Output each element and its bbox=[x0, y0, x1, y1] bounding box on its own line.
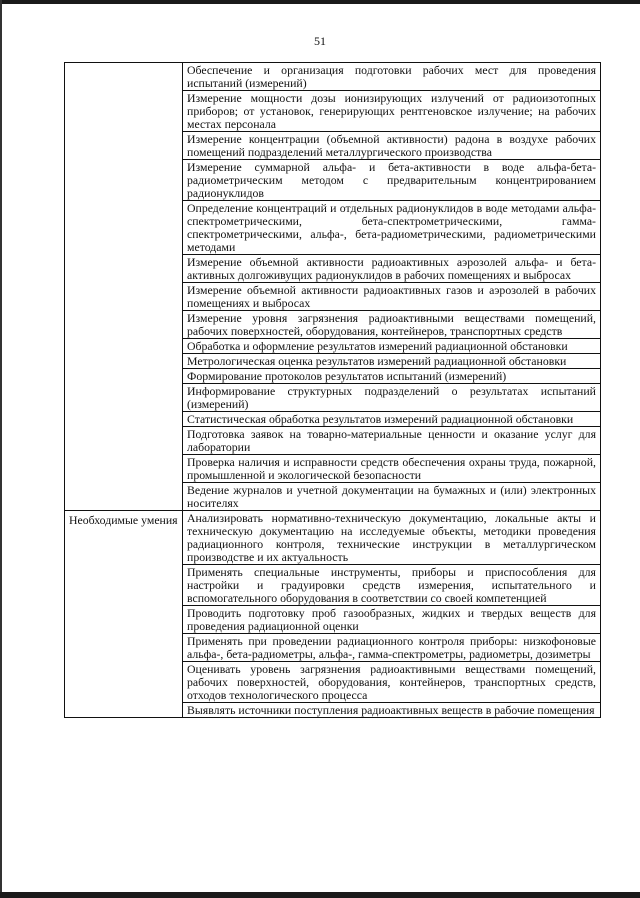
table-row: Статистическая обработка результатов измерений радиационной обстановки bbox=[183, 412, 601, 427]
table-row: Измерение суммарной альфа- и бета-активности в воде альфа-бета-радиометрическим методом с предварительным концентрированием радионуклидов bbox=[183, 160, 601, 201]
scan-edge-bottom bbox=[0, 892, 640, 898]
table-row: Оценивать уровень загрязнения радиоактивными веществами помещений, рабочих поверхностей, оборудования, контейнеров, транспортных средств, отходов технологического процесса bbox=[183, 662, 601, 703]
table-row: Определение концентраций и отдельных радионуклидов в воде методами альфа-спектрометрическими, бета-спектрометрическими, гамма-спектрометрическими, альфа-, бета-радиометрическими, радиометрическими методами bbox=[183, 201, 601, 255]
table-row: Измерение концентрации (объемной активности) радона в воздухе рабочих помещений подразделений металлургического производства bbox=[183, 132, 601, 160]
table-row: Проверка наличия и исправности средств обеспечения охраны труда, пожарной, промышленной и экологической безопасности bbox=[183, 455, 601, 483]
table-row: Применять специальные инструменты, приборы и приспособления для настройки и градуировки средств измерения, испытательного и вспомогательного оборудования в соответствии со своей компетенцией bbox=[183, 565, 601, 606]
competency-table bbox=[64, 62, 601, 718]
table-row: Формирование протоколов результатов испытаний (измерений) bbox=[183, 369, 601, 384]
table-row: Подготовка заявок на товарно-материальные ценности и оказание услуг для лаборатории bbox=[183, 427, 601, 455]
section-labor-actions bbox=[65, 63, 601, 511]
table-row: Выявлять источники поступления радиоактивных веществ в рабочие помещения bbox=[183, 703, 601, 717]
table-row: Измерение мощности дозы ионизирующих излучений от радиоизотопных приборов; от установок, генерирующих рентгеновское излучение; на рабочих местах персонала bbox=[183, 91, 601, 132]
table-row: Измерение объемной активности радиоактивных газов и аэрозолей в рабочих помещениях и выбросах bbox=[183, 283, 601, 311]
page-number: 51 bbox=[314, 34, 326, 48]
table-row: Измерение объемной активности радиоактивных аэрозолей альфа- и бета-активных долгоживущих радионуклидов в рабочих помещениях и выбросах bbox=[183, 255, 601, 283]
section-label bbox=[65, 63, 183, 510]
section-required-skills bbox=[65, 511, 601, 718]
scan-edge-left bbox=[0, 0, 2, 898]
scan-edge-top bbox=[0, 0, 640, 4]
table-row: Метрологическая оценка результатов измерений радиационной обстановки bbox=[183, 354, 601, 369]
table-row: Проводить подготовку проб газообразных, жидких и твердых веществ для проведения радиационной оценки bbox=[183, 606, 601, 634]
table-row: Применять при проведении радиационного контроля приборы: низкофоновые альфа-, бета-радиометры, альфа-, гамма-спектрометры, радиометры, дозиметры bbox=[183, 634, 601, 662]
section-label: Необходимые умения bbox=[65, 511, 183, 717]
table-row: Измерение уровня загрязнения радиоактивными веществами помещений, рабочих поверхностей, оборудования, контейнеров, транспортных средств bbox=[183, 311, 601, 339]
table-row: Обработка и оформление результатов измерений радиационной обстановки bbox=[183, 339, 601, 354]
section-items bbox=[183, 63, 601, 510]
section-items bbox=[183, 511, 601, 717]
table-row: Обеспечение и организация подготовки рабочих мест для проведения испытаний (измерений) bbox=[183, 63, 601, 91]
table-row: Ведение журналов и учетной документации на бумажных и (или) электронных носителях bbox=[183, 483, 601, 510]
table-row: Информирование структурных подразделений о результатах испытаний (измерений) bbox=[183, 384, 601, 412]
table-row: Анализировать нормативно-техническую документацию, локальные акты и техническую документацию на исследуемые объекты, методики проведения радиационного контроля, технические инструкции в металлургическом производстве и их актуальность bbox=[183, 511, 601, 565]
